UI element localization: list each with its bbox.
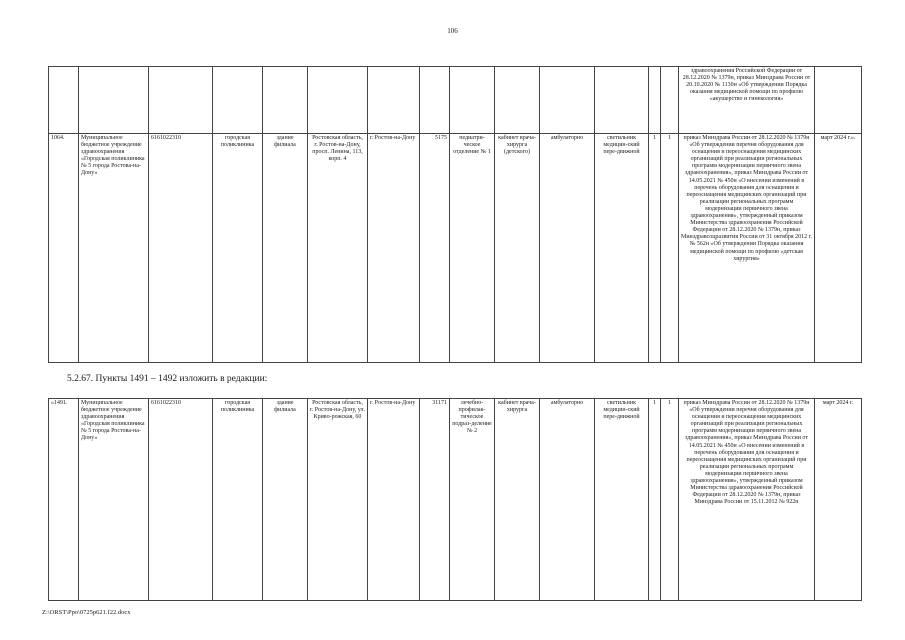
qty-required-cell: 1 [649,399,661,601]
address-cell: Ростовская область, г. Ростов-на-Дону, просп. Ленина, 113, корп. 4 [308,134,368,363]
city-cell: г. Ростов-на-Дону [368,399,420,601]
care-condition-cell: амбулаторно [540,134,595,363]
row-number: «1491. [49,399,79,601]
room-cell: кабинет врача-хирурга (детского) [495,134,540,363]
inn-cell: 6161022310 [149,134,213,363]
department-cell: лечебно-профилак-тическое подраз-деление № 2 [450,399,495,601]
organization-cell: Муниципальное бюджетное учреждение здравоохранения «Городская поликлиника № 5 города Ростова-на-Дону» [79,399,149,601]
building-cell: здание филиала [263,399,308,601]
table-row-1491 [49,399,862,601]
norm-cell: здравоохранения Российской Федерации от 28.12.2020 № 1379н, приказ Минздрава России от 20.10.2020 № 1130н «Об утверждении Порядка оказания медицинской помощи по профилю «акушерство и гинекология» [679,67,815,134]
table-row-continuation [49,67,862,134]
deadline-cell: март 2024 г.». [815,134,862,363]
deadline-cell: март 2024 г. [815,399,862,601]
equipment-table-new-edition [48,398,862,601]
facility-type-cell: городская поликлиника [213,399,263,601]
table-row-1064 [49,134,862,363]
norm-cell: приказ Минздрава России от 28.12.2020 № 1379н «Об утверждении перечня оборудования для оснащения и переоснащения медицинских организаций при реализации региональных программ модернизации первичного звена здравоохранения», приказ Минздрава России от 14.05.2021 № 450н «О внесении изменений в перечень оборудования для оснащения и переоснащения медицинских организаций при реализации региональных программ модернизации первичного звена здравоохранения», утвержденный приказом Министерства здравоохранения Российской Федерации от 28.12.2020 № 1379н, приказ Минздравсоцразвития России от 31 октября 2012 г. № 562н «Об утверждении Порядка оказания медицинской помощи по профилю «детская хирургия» [679,134,815,363]
facility-type-cell: городская поликлиника [213,134,263,363]
care-condition-cell: амбулаторно [540,399,595,601]
organization-cell: Муниципальное бюджетное учреждение здравоохранения «Городская поликлиника № 5 города Ростова-на-Дону» [79,134,149,363]
equipment-cell: светильник медицин-ский пере-движной [595,399,649,601]
qty-fact-cell: 1 [661,399,679,601]
norm-cell: приказ Минздрава России от 28.12.2020 № 1379н «Об утверждении перечня оборудования для оснащения и переоснащения медицинских организаций при реализации региональных программ модернизации первичного звена здравоохранения», приказ Минздрава России от 14.05.2021 № 450н «О внесении изменений в перечень оборудования для оснащения и переоснащения медицинских организаций при реализации региональных программ модернизации первичного звена здравоохранения», утвержденный приказом Министерства здравоохранения Российской Федерации от 28.12.2020 № 1379н, приказ Минздрава России от 15.11.2012 № 922н [679,399,815,601]
equipment-cell: светильник медицин-ский пере-движной [595,134,649,363]
page-number: 106 [447,27,458,35]
section-heading: 5.2.67. Пункты 1491 – 1492 изложить в редакции: [67,374,268,384]
department-cell: педиатри-ческое отделение № 1 [450,134,495,363]
qty-fact-cell: 1 [661,134,679,363]
row-number: 1064. [49,134,79,363]
code-cell: 5175 [420,134,450,363]
building-cell: здание филиала [263,134,308,363]
file-path-footer: Z:\ORST\Ppo\0725p621.f22.docx [42,609,131,616]
inn-cell: 6161022310 [149,399,213,601]
equipment-table-continued [48,66,862,363]
city-cell: г. Ростов-на-Дону [368,134,420,363]
address-cell: Ростовская область, г. Ростов-на-Дону, ул. Криво-рожская, 60 [308,399,368,601]
code-cell: 31171 [420,399,450,601]
room-cell: кабинет врача-хирурга [495,399,540,601]
qty-required-cell: 1 [649,134,661,363]
